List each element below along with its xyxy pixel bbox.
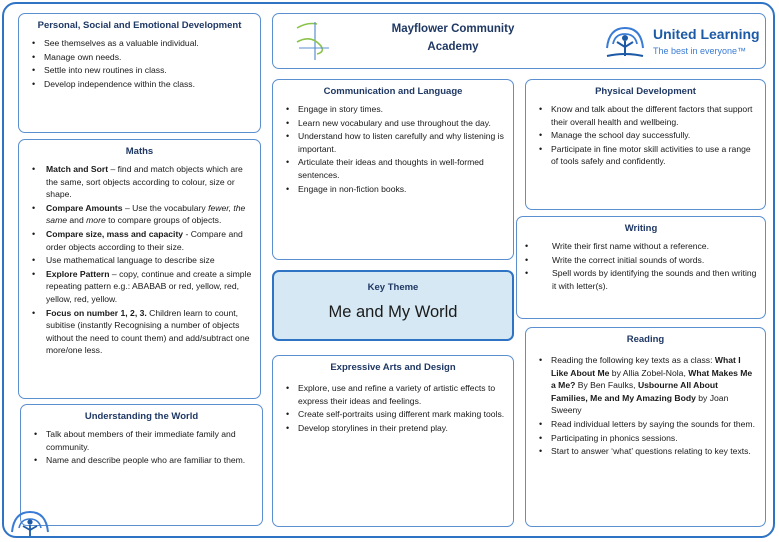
- tree-person-icon: [603, 22, 647, 62]
- list-item: • Participating in phonics sessions.: [534, 432, 757, 445]
- list-item: • Write the correct initial sounds of words.: [525, 254, 757, 267]
- list-item: • Write their first name without a reference.: [525, 240, 757, 253]
- list-item: • Engage in story times.: [281, 103, 505, 116]
- list-item: • Manage own needs.: [27, 51, 252, 64]
- writing-title: Writing: [624, 223, 658, 234]
- partner-name: United Learning: [653, 26, 760, 42]
- list-item: • Explore, use and refine a variety of artistic effects to express their ideas and feelings.: [281, 382, 505, 407]
- ead-panel: [272, 355, 514, 527]
- united-learning-logo: [603, 20, 763, 64]
- list-item: • Reading the following key texts as a class: What I Like About Me by Allia Zobel-Nola, What Makes Me a Me? By Ben Faulks, Usbourne All About Families, Me and My Amazing Body by Joan Sweeny: [534, 354, 757, 417]
- list-item: • Use mathematical language to describe size: [27, 254, 252, 267]
- cl-panel: [272, 79, 514, 260]
- reading-title: Reading: [626, 334, 665, 345]
- pse-panel: [18, 13, 261, 133]
- maths-panel: [18, 139, 261, 399]
- list-item: • Talk about members of their immediate family and community.: [29, 428, 254, 453]
- key-theme-label: Key Theme: [367, 282, 419, 293]
- list-item: • Focus on number 1, 2, 3. Children learn to count, subitise (instantly Recognising a number of objects without the need to count them) and add/subtract one more/one less.: [27, 307, 252, 357]
- list-item: • Develop independence within the class.: [27, 78, 252, 91]
- corner-tree-icon: [8, 508, 52, 538]
- list-item: • Learn new vocabulary and use throughout the day.: [281, 117, 505, 130]
- writing-panel: [516, 216, 766, 319]
- list-item: • Read individual letters by saying the sounds for them.: [534, 418, 757, 431]
- list-item: • Compare Amounts – Use the vocabulary fewer, the same and more to compare groups of objects.: [27, 202, 252, 227]
- header-banner: [272, 13, 766, 69]
- key-theme-panel: [272, 270, 514, 341]
- list-item: • Understand how to listen carefully and why listening is important.: [281, 130, 505, 155]
- list-item: • Name and describe people who are familiar to them.: [29, 454, 254, 467]
- list-item: • Develop storylines in their pretend play.: [281, 422, 505, 435]
- utw-panel: [20, 404, 263, 526]
- utw-title: Understanding the World: [84, 411, 199, 422]
- list-item: • Compare size, mass and capacity - Compare and order objects according to their size.: [27, 228, 252, 253]
- reading-panel: [525, 327, 766, 527]
- list-item: • Manage the school day successfully.: [534, 129, 757, 142]
- maths-title: Maths: [125, 146, 154, 157]
- cl-title: Communication and Language: [323, 86, 463, 97]
- list-item: • Spell words by identifying the sounds and then writing it with letter(s).: [525, 267, 757, 292]
- pd-title: Physical Development: [595, 86, 696, 97]
- list-item: • Match and Sort – find and match objects which are the same, sort objects according to colour, size or shape.: [27, 163, 252, 201]
- list-item: • Articulate their ideas and thoughts in well-formed sentences.: [281, 156, 505, 181]
- list-item: • See themselves as a valuable individual.: [27, 37, 252, 50]
- list-item: • Start to answer ‘what’ questions relating to key texts.: [534, 445, 757, 458]
- ead-title: Expressive Arts and Design: [330, 362, 456, 373]
- school-name: Mayflower Community Academy: [391, 23, 515, 53]
- list-item: • Explore Pattern – copy, continue and create a simple repeating pattern e.g.: ABABAB or red, yellow, red, yellow, red, yellow.: [27, 268, 252, 306]
- partner-tagline: The best in everyone™: [653, 46, 747, 56]
- list-item: • Engage in non-fiction books.: [281, 183, 505, 196]
- list-item: • Settle into new routines in class.: [27, 64, 252, 77]
- key-theme-title: Me and My World: [328, 303, 458, 321]
- list-item: • Create self-portraits using different mark making tools.: [281, 408, 505, 421]
- list-item: • Know and talk about the different factors that support their overall health and wellbeing.: [534, 103, 757, 128]
- list-item: • Participate in fine motor skill activities to use a range of tools safely and confidently.: [534, 143, 757, 168]
- mayflower-logo-icon: [293, 20, 333, 62]
- pse-title: Personal, Social and Emotional Development: [37, 20, 242, 31]
- pd-panel: [525, 79, 766, 210]
